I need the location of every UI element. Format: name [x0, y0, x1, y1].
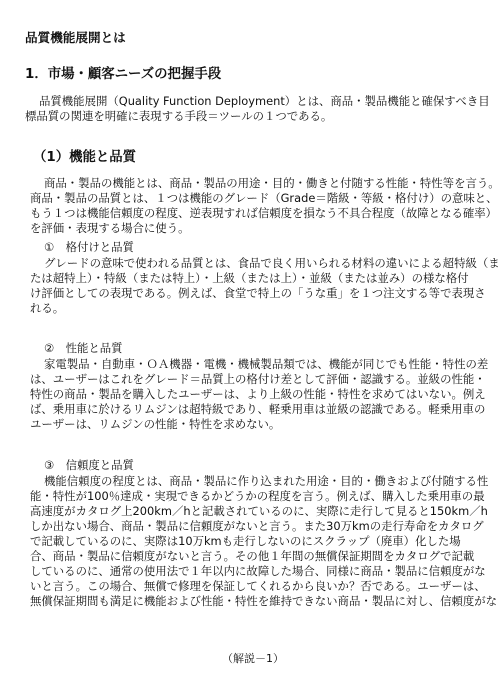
section-intro [25, 94, 490, 124]
text-line: 特性の商品・製品を購入したユーザーは、より上級の性能・特性を求めてはいない。例え [30, 387, 486, 401]
text-line: 能・特性が100％達成・実現できるかどうかの程度を言う。例えば、購入した乗用車の最 [30, 489, 485, 503]
text-line: グレードの意味で使われる品質とは、食品で良く用いられる材料の違いによる超特級（ま [44, 256, 500, 270]
document-title: 品質機能展開とは [25, 30, 126, 45]
text-line: 標品質の関連を明確に表現する手段＝ツールの１つである。 [25, 109, 333, 123]
text-line: しているのに、通常の使用法で１年以内に故障した場合、同様に商品・製品に信頼度がな [30, 564, 486, 578]
text-line: 商品・製品の品質とは、１つは機能のグレード（Grade＝階級・等級・格付け）の意味と、 [30, 191, 498, 205]
text-line: で記載しているのに、実際は10万kmも走行しないのにスクラップ（廃車）化した場 [30, 534, 461, 548]
text-line: を評価・表現する場合に使う。 [30, 221, 190, 235]
section-heading: 1．市場・顧客ニーズの把握手段 [25, 67, 222, 82]
item-body [30, 256, 500, 316]
text-line: は、ユーザーはこれをグレード＝品質上の格付け差として評価・認識する。並級の性能・ [30, 372, 486, 386]
item-body [30, 357, 489, 432]
text-line: たは超特上）・特級（または特上）・上級（または上）・並級（または並み）の様な格付 [30, 271, 469, 285]
text-line: ユーザーは、リムジンの性能・特性を求めない。 [30, 417, 281, 431]
text-line: 高速度がカタログ上200km／hと記載されているのに、実際に走行して見ると150km／h [30, 504, 488, 518]
text-line: 合、商品・製品に信頼度がないと言う。その他１年間の無償保証期間をカタログで記載 [30, 549, 475, 563]
text-line: いと言う。この場合、無償で修理を保証してくれるから良いか？否である。ユーザーは、 [30, 579, 486, 593]
item-label: ③ 信頼度と品質 [44, 458, 134, 472]
text-line: 無償保証期間も満足に機能および性能・特性を維持できない商品・製品に対し、信頼度がな [30, 594, 498, 608]
item-label: ② 性能と品質 [44, 341, 123, 355]
text-line: 商品・製品の機能とは、商品・製品の用途・目的・働きと付随する性能・特性等を言う。 [44, 176, 500, 190]
item-label: ① 格付けと品質 [44, 240, 134, 254]
text-line: ば、乗用車に於けるリムジンは超特級であり、軽乗用車は並級の認識である。軽乗用車の [30, 402, 486, 416]
page-number: （解説－1） [222, 652, 284, 665]
text-line: もう１つは機能信頼度の程度、逆表現すれば信頼度を損なう不具合程度（故障となる確率） [30, 206, 498, 220]
subsection-body [30, 176, 500, 236]
text-line: 品質機能展開（Quality Function Deployment）とは、商品・製品機能と確保すべき目 [39, 94, 490, 108]
subsection-heading: （1）機能と品質 [33, 150, 137, 165]
item-body [30, 474, 498, 609]
text-line: しか出ない場合、商品・製品に信頼度がないと言う。また30万kmの走行寿命をカタログ [30, 519, 484, 533]
text-line: 家電製品・自動車・ＯＡ機器・電機・機械製品類では、機能が同じでも性能・特性の差 [44, 357, 489, 371]
text-line: れる。 [30, 301, 65, 315]
text-line: 機能信頼度の程度とは、商品・製品に作り込まれた用途・目的・働きおよび付随する性 [44, 474, 489, 488]
text-line: け評価としての表現である。例えば、食堂で特上の「うな重」を１つ注文する等で表現さ [30, 286, 486, 300]
